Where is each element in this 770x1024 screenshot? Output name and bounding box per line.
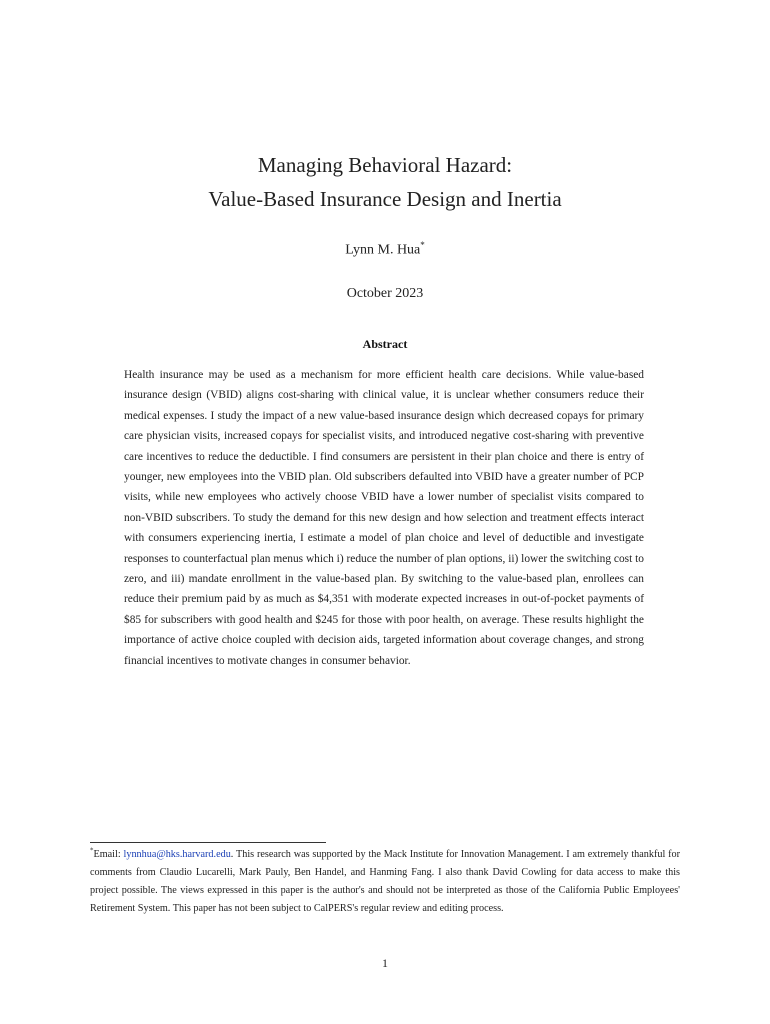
author-line <box>0 240 770 259</box>
paper-title <box>0 148 770 216</box>
footnote-text: . This research was supported by the Mack Institute for Innovation Management. I am extremely thankful for comments from Claudio Lucarelli, Mark Pauly, Ben Handel, and Hanming Fang. I also thank David Cowling for data access to make this project possible. The views expressed in this paper is the author's and should not be interpreted as those of the California Public Employees' Retirement System. This paper has not been subject to CalPERS's regular review and editing process. <box>90 849 680 914</box>
abstract-heading: Abstract <box>362 337 408 351</box>
footnote-rule <box>90 842 326 843</box>
abstract-body: Health insurance may be used as a mechanism for more efficient health care decisions. While value-based insurance design (VBID) aligns cost-sharing with clinical value, it is unclear whether consumers reduce their medical expenses. I study the impact of a new value-based insurance design which decreased copays for primary care physician visits, increased copays for specialist visits, and introduced negative cost-sharing with preventive care incentives to reduce the deductible. I find consumers are persistent in their plan choice and there is entry of younger, new employees into the VBID plan. Old subscribers defaulted into VBID have a greater number of PCP visits, while new employees who actively choose VBID have a lower number of specialist visits compared to non-VBID subscribers. To study the demand for this new design and how selection and treatment effects interact with consumers experiencing inertia, I estimate a model of plan choice and level of deductible and investigate responses to counterfactual plan menus which i) reduce the number of plan options, ii) lower the switching cost to zero, and iii) mandate enrollment in the value-based plan. By switching to the value-based plan, enrollees can reduce their premium paid by as much as $4,351 with moderate expected increases in out-of-pocket payments of $85 for subscribers with good health and $245 for those with poor health, on average. These results highlight the importance of active choice coupled with decision aids, targeted information about coverage changes, and strong financial incentives to motivate changes in consumer behavior. <box>124 369 644 667</box>
author-name: Lynn M. Hua <box>345 242 421 258</box>
footnote-mark: * <box>90 846 94 855</box>
footnote-email-label: Email: <box>93 849 121 860</box>
author-footnote-mark: * <box>420 240 425 250</box>
footnote-email-link[interactable]: lynnhua@hks.harvard.edu <box>123 849 231 860</box>
page-number: 1 <box>382 956 388 970</box>
title-line-2: Value-Based Insurance Design and Inertia <box>208 187 562 211</box>
title-line-1: Managing Behavioral Hazard: <box>257 153 513 177</box>
footnote <box>90 846 680 918</box>
paper-date: October 2023 <box>346 286 424 301</box>
